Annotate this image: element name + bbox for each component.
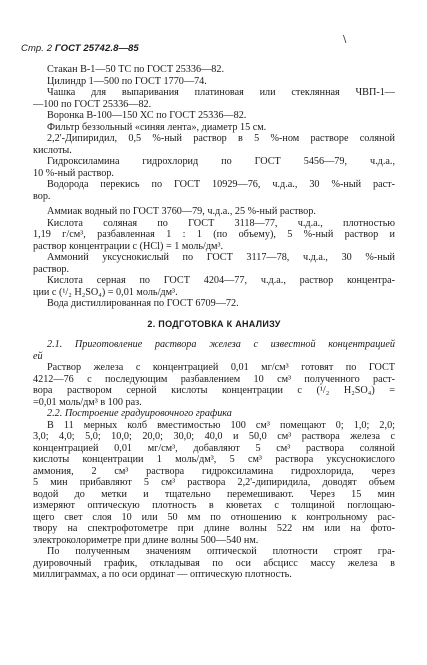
subsection-title: 2.2. Построение градуировочного графика bbox=[47, 408, 232, 419]
reagent-line: Аммоний уксуснокислый по ГОСТ 3117—78, ч.д.а., 30 %-ный bbox=[47, 252, 395, 263]
subsection-title: 2.1. Приготовление раствора железа с известной концентрацией bbox=[47, 339, 395, 350]
corner-mark: \ bbox=[343, 34, 347, 45]
paragraph-line: 3,0; 4,0; 5,0; 10,0; 20,0; 30,0; 40,0 и 50,0 см³ раствора железа с bbox=[33, 431, 395, 442]
reagent-line: раствор. bbox=[33, 263, 70, 275]
reagent-line: раствор концентрации с (HCl) = 1 моль/дм³. bbox=[33, 240, 224, 252]
running-head bbox=[21, 43, 139, 54]
paragraph-line: По полученным значениям оптической плотности строят гра- bbox=[47, 546, 395, 557]
reagent-line: вор. bbox=[33, 190, 51, 202]
paragraph-line: =0,01 моль/дм³ в 100 раз. bbox=[33, 396, 142, 408]
reagent-line: —100 по ГОСТ 25336—82. bbox=[33, 98, 152, 110]
reagent-line: 1,19 г/см³, разбавленная 1 : 1 (по объему), 5 %-ный раствор и bbox=[33, 229, 395, 240]
paragraph-line: щего свет слоя 10 или 50 мм по отношению к контрольному рас- bbox=[33, 511, 395, 523]
reagent-line: Кислота серная по ГОСТ 4204—77, ч.д.а., раствор концентра- bbox=[47, 275, 395, 286]
paragraph-line: электроколориметре при длине волны 500—540 нм. bbox=[33, 534, 259, 546]
paragraph-line: концентрацией 0,01 мг/см³, добавляют 5 см³ раствора соляной bbox=[33, 442, 395, 454]
document-body bbox=[33, 64, 395, 581]
paragraph-line: вора раствором серной кислоты концентрации с (¹/₂ H₂SO₄) = bbox=[33, 385, 395, 396]
paragraph-line: 5 мин прибавляют 5 см³ раствора 2,2'-дипиридила, доводят объем bbox=[33, 477, 395, 488]
reagent-line: Вода дистиллированная по ГОСТ 6709—72. bbox=[47, 298, 239, 309]
reagent-line: Кислота соляная по ГОСТ 3118—77, ч.д.а., плотностью bbox=[47, 217, 395, 229]
paragraph-line: миллиграммах, а по оси ординат — оптическую плотность. bbox=[33, 569, 292, 580]
reagent-line: Гидроксиламина гидрохлорид по ГОСТ 5456—79, ч.д.а., bbox=[47, 156, 395, 167]
page-number: Стр. 2 bbox=[21, 43, 53, 54]
reagent-line: Фильтр беззольный «синяя лента», диаметр 15 см. bbox=[47, 121, 267, 133]
reagent-line: Аммиак водный по ГОСТ 3760—79, ч.д.а., 25 %-ный раствор. bbox=[47, 206, 316, 217]
paragraph-line: Раствор железа с концентрацией 0,01 мг/см³ готовят по ГОСТ bbox=[47, 362, 395, 373]
section-heading: 2. ПОДГОТОВКА К АНАЛИЗУ bbox=[147, 318, 281, 329]
reagent-line: ции с (¹/₂ H₂SO₄) = 0,01 моль/дм³. bbox=[33, 286, 178, 298]
paragraph-line: дуировочный график, откладывая по оси абсцисс массу железа в bbox=[33, 557, 395, 569]
paragraph-line: В 11 мерных колб вместимостью 100 см³ помещают 0; 1,0; 2,0; bbox=[47, 419, 395, 431]
reagent-line: 2,2'-Дипиридил, 0,5 %-ный раствор в 5 %-ном растворе соляной bbox=[47, 133, 395, 144]
reagent-line: Стакан В-1—50 ТС по ГОСТ 25336—82. bbox=[47, 64, 225, 75]
paragraph-line: водой до метки и тщательно перемешивают. Через 15 мин bbox=[33, 488, 395, 500]
reagent-line: 10 %-ный раствор. bbox=[33, 167, 114, 179]
paragraph-line: аммония, 2 см³ раствора гидроксиламина гидрохлорида, через bbox=[33, 465, 395, 477]
paragraph-line: кислоты концентрации 1 моль/дм³, 5 см³ раствора уксуснокислого bbox=[33, 454, 395, 465]
reagent-line: Воронка В-100—150 ХС по ГОСТ 25336—82. bbox=[47, 110, 247, 121]
paragraph-line: твору на спектрофотометре при длине волны 522 нм или на фото- bbox=[33, 523, 395, 534]
reagent-line: Цилиндр 1—500 по ГОСТ 1770—74. bbox=[47, 75, 207, 87]
paragraph-line: измеряют оптическую плотность в кюветах с толщиной поглощаю- bbox=[33, 500, 395, 511]
paragraph-line: 4212—76 с последующим разбавлением 10 см³ полученного раст- bbox=[33, 373, 395, 385]
reagent-line: Чашка для выпаривания платиновая или стеклянная ЧВП-1— bbox=[47, 87, 395, 98]
subsection-title: ей bbox=[33, 350, 43, 362]
reagent-line: кислоты. bbox=[33, 144, 72, 156]
standard-number: ГОСТ 25742.8—85 bbox=[54, 43, 139, 54]
reagent-line: Водорода перекись по ГОСТ 10929—76, ч.д.а., 30 %-ный раст- bbox=[47, 179, 395, 190]
